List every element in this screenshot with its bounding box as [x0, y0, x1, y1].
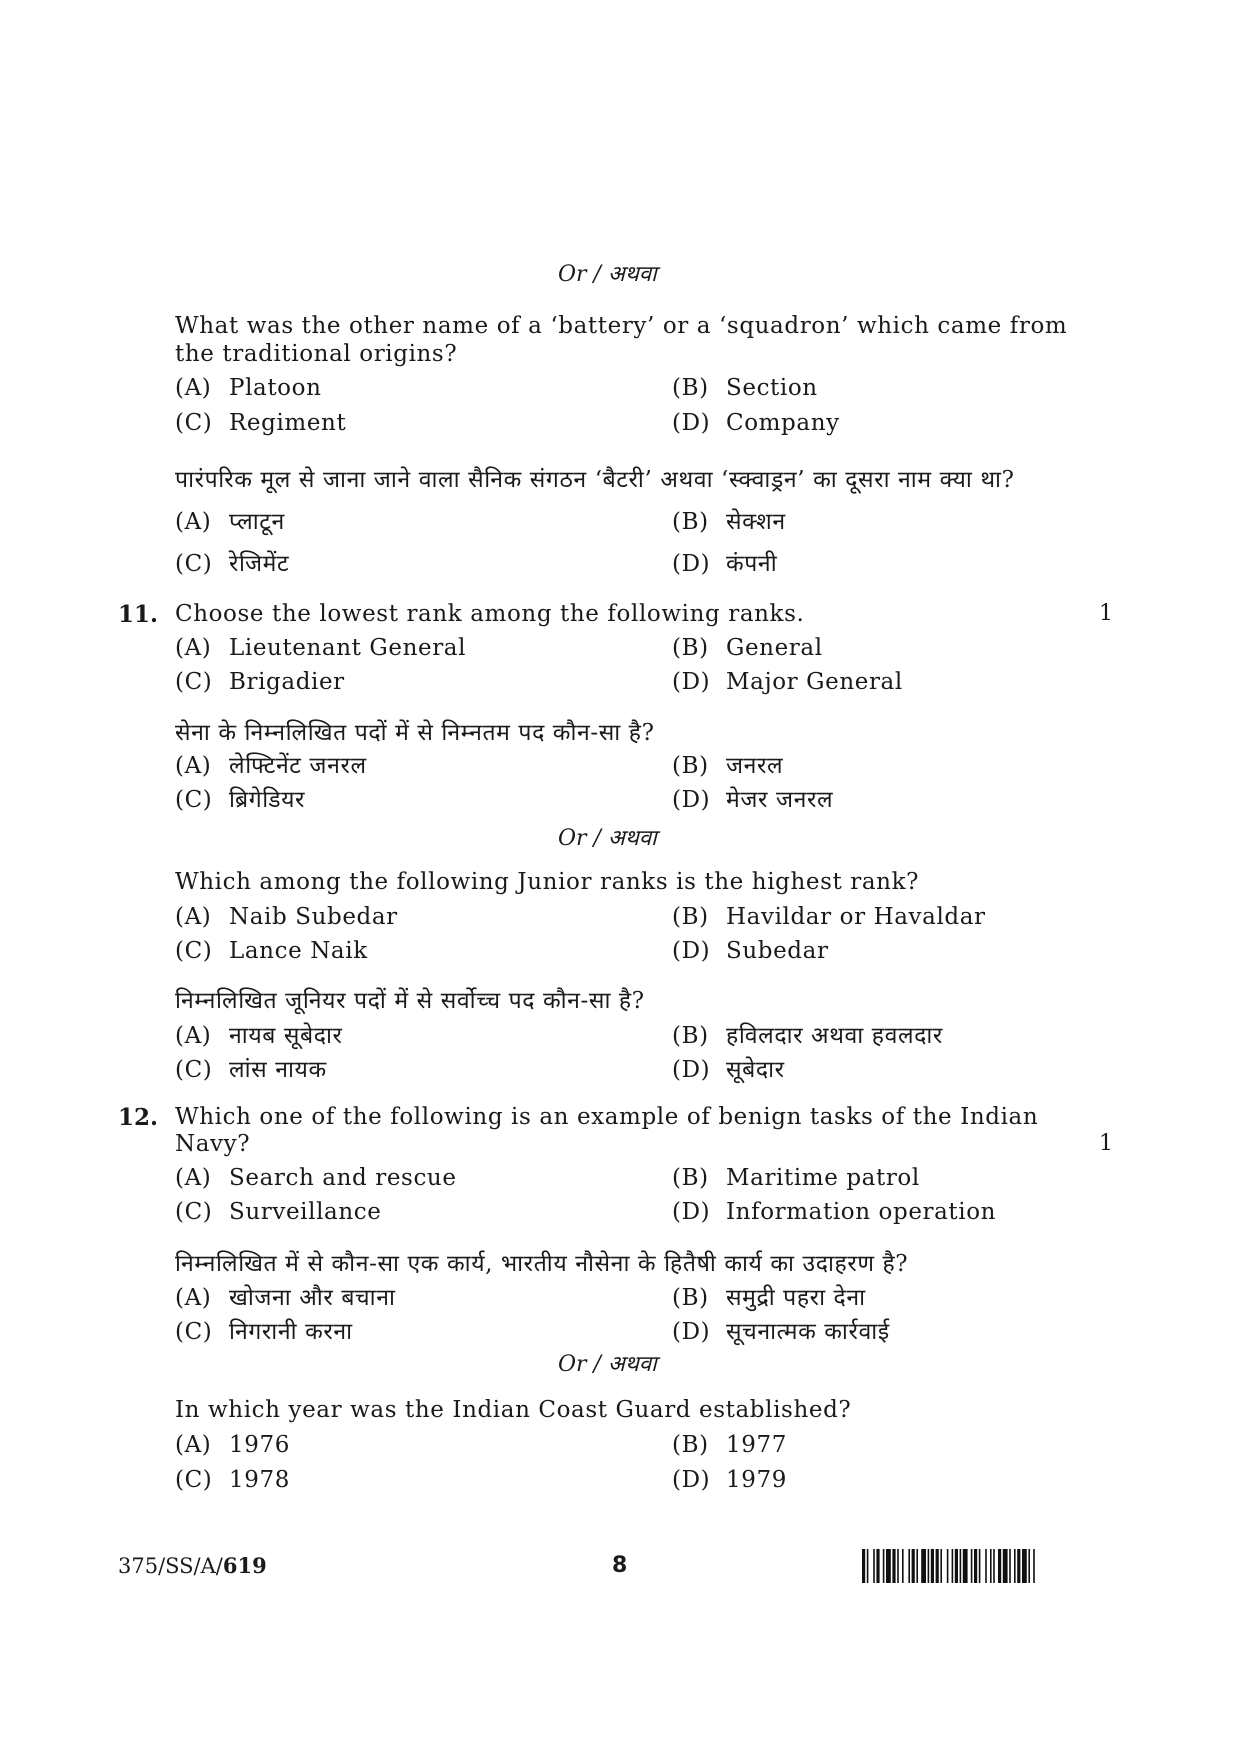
option-label: (D)	[672, 669, 711, 695]
question-text: Choose the lowest rank among the following ranks.	[175, 601, 805, 627]
option-label: (D)	[672, 1199, 711, 1225]
option-a	[175, 904, 398, 930]
option-label: (A)	[175, 1285, 212, 1311]
option-text: नायब सूबेदार	[229, 1023, 343, 1049]
option-b	[672, 1165, 920, 1191]
option-label: (B)	[672, 1432, 709, 1458]
option-label: (A)	[175, 1165, 212, 1191]
option-text: लांस नायक	[229, 1057, 327, 1083]
option-label: (C)	[175, 1199, 213, 1225]
or-separator: Or / अथवा	[558, 262, 657, 287]
option-b	[672, 1018, 943, 1050]
option-c	[175, 669, 345, 695]
option-text: Section	[726, 375, 818, 401]
option-text: Brigadier	[229, 669, 345, 695]
option-label: (C)	[175, 669, 213, 695]
option-label: (D)	[672, 410, 711, 436]
option-text: Maritime patrol	[726, 1165, 920, 1191]
option-text: 1979	[726, 1467, 787, 1493]
option-label: (D)	[672, 1057, 711, 1083]
option-a	[175, 375, 322, 401]
option-label: (B)	[672, 1023, 709, 1049]
paper-code-number: 619	[222, 1553, 267, 1578]
option-label: (C)	[175, 938, 213, 964]
option-label: (B)	[672, 1165, 709, 1191]
option-text: Regiment	[229, 410, 347, 436]
option-a	[175, 504, 285, 536]
option-d	[672, 1199, 996, 1225]
option-text: Search and rescue	[229, 1165, 457, 1191]
option-a	[175, 1165, 457, 1191]
option-label: (D)	[672, 1319, 711, 1345]
option-label: (C)	[175, 1467, 213, 1493]
option-text: जनरल	[726, 753, 784, 779]
option-c	[175, 410, 346, 436]
question-text-hindi: निम्नलिखित में से कौन-सा एक कार्य, भारतीय नौसेना के हितैषी कार्य का उदाहरण है?	[175, 1251, 909, 1277]
option-label: (D)	[672, 938, 711, 964]
option-label: (A)	[175, 753, 212, 779]
option-text: 1978	[229, 1467, 290, 1493]
or-separator: Or / अथवा	[558, 1352, 657, 1377]
option-label: (D)	[672, 551, 711, 577]
option-text: Surveillance	[229, 1199, 382, 1225]
option-c	[175, 1314, 353, 1346]
option-text: मेजर जनरल	[726, 787, 834, 813]
barcode-icon	[862, 1549, 1118, 1583]
option-label: (B)	[672, 635, 709, 661]
option-label: (D)	[672, 787, 711, 813]
option-c	[175, 1052, 327, 1084]
option-label: (B)	[672, 509, 709, 535]
option-label: (A)	[175, 904, 212, 930]
option-label: (B)	[672, 375, 709, 401]
option-text: 1976	[229, 1432, 290, 1458]
question-text: Which one of the following is an example of benign tasks of the Indian	[175, 1104, 1039, 1130]
question-text: In which year was the Indian Coast Guard established?	[175, 1397, 852, 1423]
option-text: Lance Naik	[229, 938, 368, 964]
marks: 1	[1099, 1131, 1113, 1156]
option-c	[175, 1467, 290, 1493]
option-label: (D)	[672, 1467, 711, 1493]
option-text: Lieutenant General	[229, 635, 467, 661]
marks: 1	[1099, 601, 1113, 626]
option-d	[672, 410, 840, 436]
page-number: 8	[612, 1553, 628, 1578]
option-b	[672, 904, 986, 930]
option-text: Company	[726, 410, 840, 436]
question-text: What was the other name of a ‘battery’ or a ‘squadron’ which came from	[175, 313, 1068, 339]
question-number: 11.	[118, 601, 159, 628]
option-label: (A)	[175, 509, 212, 535]
option-label: (A)	[175, 635, 212, 661]
option-label: (C)	[175, 410, 213, 436]
option-b	[672, 635, 823, 661]
option-label: (C)	[175, 551, 213, 577]
question-text: Which among the following Junior ranks is the highest rank?	[175, 869, 920, 895]
option-text: Platoon	[229, 375, 322, 401]
option-text: समुद्री पहरा देना	[726, 1285, 866, 1311]
question-text-hindi: निम्नलिखित जूनियर पदों में से सर्वोच्च पद कौन-सा है?	[175, 988, 645, 1014]
option-a	[175, 635, 466, 661]
option-d	[672, 782, 833, 814]
option-b	[672, 1280, 866, 1312]
option-text: कंपनी	[726, 551, 778, 577]
question-text: the traditional origins?	[175, 341, 458, 367]
option-b	[672, 504, 786, 536]
option-d	[672, 1467, 787, 1493]
option-text: सेक्शन	[726, 509, 786, 535]
question-number: 12.	[118, 1104, 159, 1131]
option-text: General	[726, 635, 823, 661]
option-label: (B)	[672, 904, 709, 930]
option-text: ब्रिगेडियर	[229, 787, 306, 813]
option-text: Major General	[726, 669, 903, 695]
option-label: (C)	[175, 787, 213, 813]
option-label: (B)	[672, 753, 709, 779]
option-label: (C)	[175, 1319, 213, 1345]
option-a	[175, 748, 367, 780]
option-text: रेजिमेंट	[229, 551, 290, 577]
option-text: सूचनात्मक कार्रवाई	[726, 1319, 890, 1345]
option-c	[175, 546, 289, 578]
option-label: (A)	[175, 1023, 212, 1049]
option-c	[175, 1199, 381, 1225]
paper-code-prefix: 375/SS/A/	[118, 1554, 223, 1578]
option-label: (B)	[672, 1285, 709, 1311]
option-text: Subedar	[726, 938, 829, 964]
option-text: लेफ्टिनेंट जनरल	[229, 753, 367, 779]
option-text: खोजना और बचाना	[229, 1285, 396, 1311]
option-d	[672, 1314, 890, 1346]
option-c	[175, 938, 368, 964]
option-text: सूबेदार	[726, 1057, 785, 1083]
option-b	[672, 1432, 787, 1458]
option-a	[175, 1432, 290, 1458]
option-label: (A)	[175, 375, 212, 401]
option-b	[672, 375, 818, 401]
option-text: Naib Subedar	[229, 904, 398, 930]
option-d	[672, 938, 829, 964]
option-a	[175, 1018, 343, 1050]
option-d	[672, 546, 777, 578]
option-label: (A)	[175, 1432, 212, 1458]
question-text: Navy?	[175, 1131, 251, 1157]
option-text: Information operation	[726, 1199, 997, 1225]
option-text: 1977	[726, 1432, 787, 1458]
option-a	[175, 1280, 396, 1312]
option-text: निगरानी करना	[229, 1319, 353, 1345]
option-d	[672, 669, 903, 695]
option-text: हविलदार अथवा हवलदार	[726, 1023, 943, 1049]
question-text-hindi: पारंपरिक मूल से जाना जाने वाला सैनिक संगठन ‘बैटरी’ अथवा ‘स्क्वाड्रन’ का दूसरा नाम क्या था?	[175, 467, 1015, 493]
paper-code	[118, 1553, 267, 1578]
option-b	[672, 748, 783, 780]
question-text-hindi: सेना के निम्नलिखित पदों में से निम्नतम पद कौन-सा है?	[175, 720, 655, 746]
option-text: Havildar or Havaldar	[726, 904, 986, 930]
option-c	[175, 782, 305, 814]
option-text: प्लाटून	[229, 509, 285, 535]
or-separator: Or / अथवा	[558, 826, 657, 851]
option-label: (C)	[175, 1057, 213, 1083]
option-d	[672, 1052, 785, 1084]
